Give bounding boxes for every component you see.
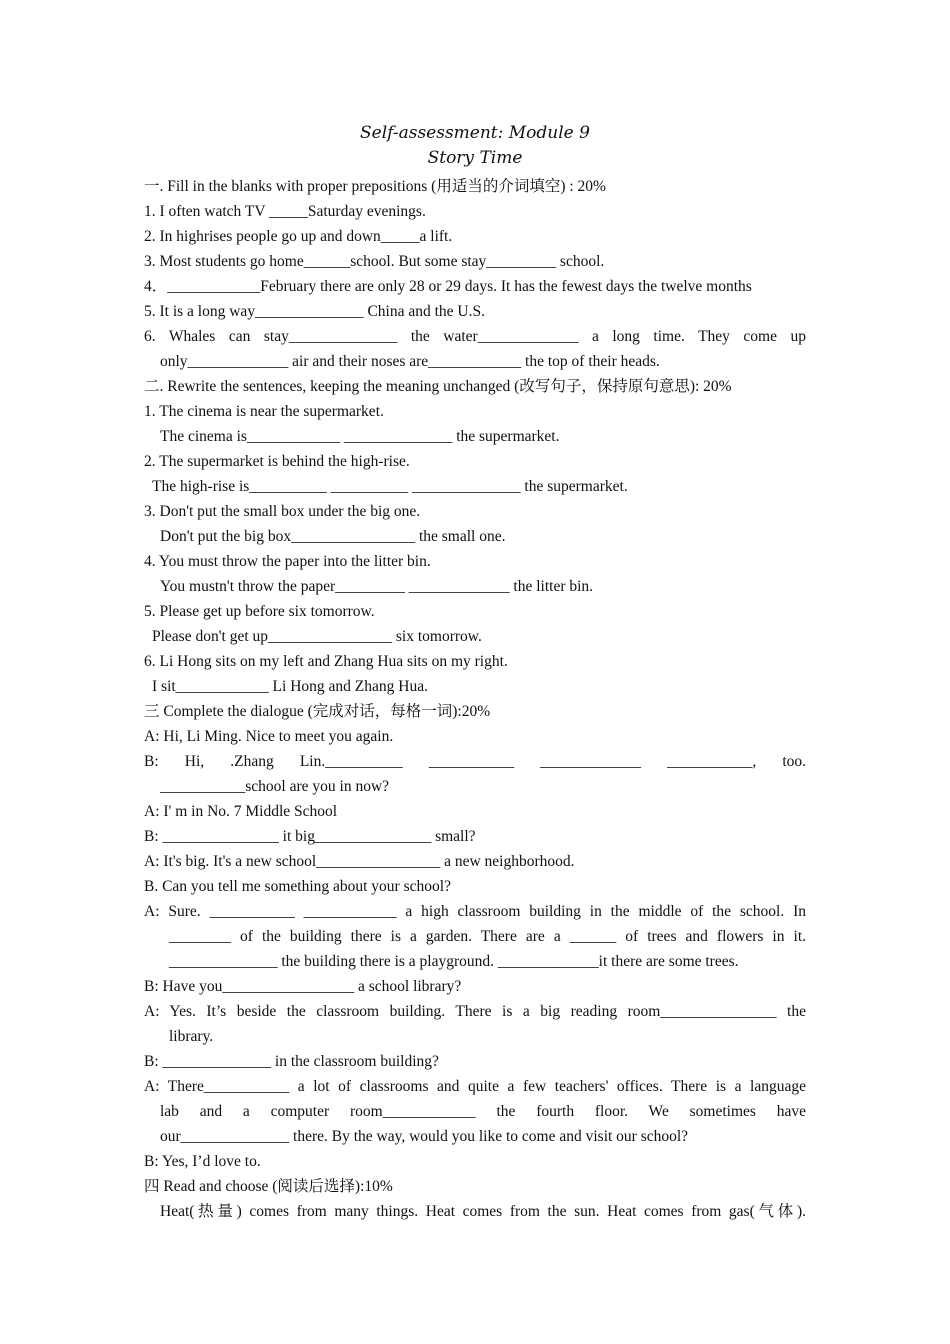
text-line: A: Hi, Li Ming. Nice to meet you again. — [144, 728, 394, 745]
text-line: Heat(热量) comes from many things. Heat comes from the sun. Heat comes from gas(气体). — [160, 1203, 806, 1220]
text-line: The cinema is____________ ______________ the supermarket. — [160, 428, 560, 445]
text-line: You mustn't throw the paper_________ _____________ the litter bin. — [160, 578, 594, 595]
text-line: The high-rise is__________ __________ ______________ the supermarket. — [152, 478, 628, 495]
text-line: 4. You must throw the paper into the litter bin. — [144, 553, 431, 570]
text-line: ______________ the building there is a playground. _____________it there are some trees. — [169, 953, 739, 970]
text-line: 6. Whales can stay______________ the water_____________ a long time. They come up — [144, 328, 806, 345]
text-line: 3. Most students go home______school. But some stay_________ school. — [144, 253, 605, 270]
text-line: 6. Li Hong sits on my left and Zhang Hua sits on my right. — [144, 653, 508, 670]
text-line: B: Hi, .Zhang Lin.__________ ___________ _____________ ___________, too. — [144, 753, 806, 770]
text-line: A: Yes. It’s beside the classroom building. There is a big reading room_______________ the — [144, 1003, 806, 1020]
text-line: library. — [169, 1028, 214, 1045]
text-line: 2. The supermarket is behind the high-rise. — [144, 453, 410, 470]
text-line: A: It's big. It's a new school________________ a new neighborhood. — [144, 853, 575, 870]
text-line: 5. It is a long way______________ China and the U.S. — [144, 303, 485, 320]
text-line: 1. I often watch TV _____Saturday evenings. — [144, 203, 426, 220]
text-line: 4．____________February there are only 28 or 29 days. It has the fewest days the twelve months — [144, 278, 752, 295]
text-line: 1. The cinema is near the supermarket. — [144, 403, 384, 420]
text-line: I sit____________ Li Hong and Zhang Hua. — [152, 678, 428, 695]
text-line: 3. Don't put the small box under the big one. — [144, 503, 421, 520]
document-subtitle: Story Time — [427, 148, 523, 168]
text-line: ________ of the building there is a garden. There are a ______ of trees and flowers in it. — [169, 928, 806, 945]
text-line: 2. In highrises people go up and down_____a lift. — [144, 228, 453, 245]
text-line: A: There___________ a lot of classrooms and quite a few teachers' offices. There is a language — [144, 1078, 806, 1095]
text-line: Don't put the big box________________ the small one. — [160, 528, 506, 545]
text-line: our______________ there. By the way, would you like to come and visit our school? — [160, 1128, 689, 1145]
text-line: B: Yes, I’d love to. — [144, 1153, 261, 1170]
text-line: A: Sure. ___________ ____________ a high classroom building in the middle of the school. In — [144, 903, 806, 920]
text-line: 三 Complete the dialogue (完成对话，每格一词):20% — [144, 703, 491, 720]
text-line: ___________school are you in now? — [160, 778, 390, 795]
text-line: 5. Please get up before six tomorrow. — [144, 603, 375, 620]
text-line: 一. Fill in the blanks with proper prepositions (用适当的介词填空) : 20% — [144, 178, 606, 195]
document-title: Self-assessment: Module 9 — [360, 123, 590, 143]
text-line: B: _______________ it big_______________ small? — [144, 828, 476, 845]
text-line: A: I' m in No. 7 Middle School — [144, 803, 338, 820]
text-line: B: ______________ in the classroom building? — [144, 1053, 439, 1070]
text-line: lab and a computer room____________ the fourth floor. We sometimes have — [160, 1103, 806, 1120]
text-line: 四 Read and choose (阅读后选择):10% — [144, 1178, 393, 1195]
text-line: only_____________ air and their noses are____________ the top of their heads. — [160, 353, 660, 370]
text-line: B. Can you tell me something about your school? — [144, 878, 451, 895]
text-line: 二. Rewrite the sentences, keeping the meaning unchanged (改写句子，保持原句意思): 20% — [144, 378, 732, 395]
text-line: Please don't get up________________ six tomorrow. — [152, 628, 482, 645]
text-line: B: Have you_________________ a school library? — [144, 978, 462, 995]
document-body — [144, 174, 806, 1224]
